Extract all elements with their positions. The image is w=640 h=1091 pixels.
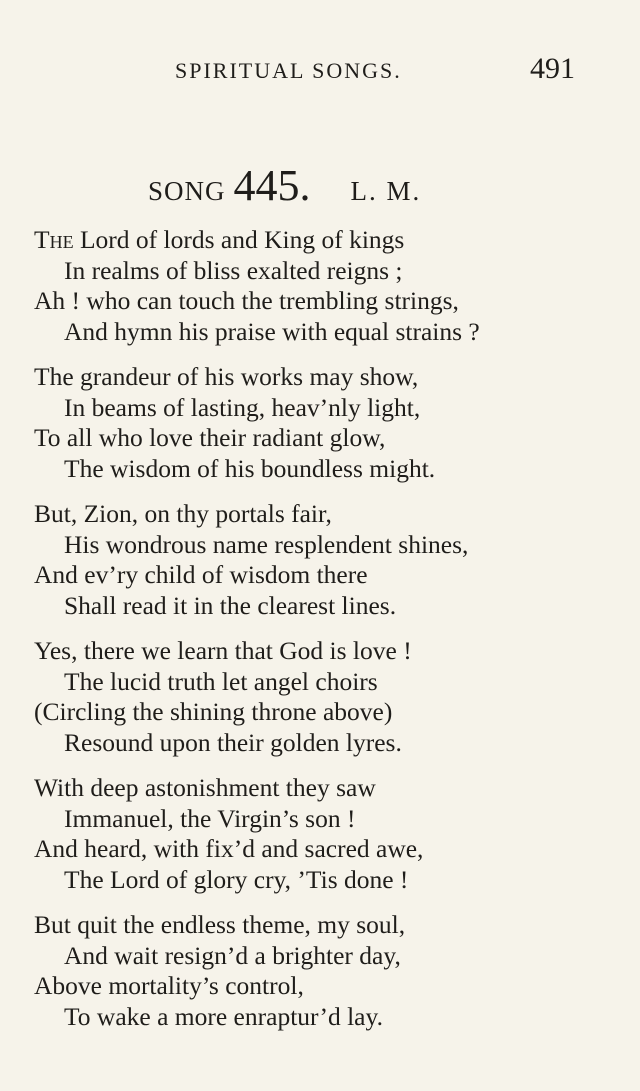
song-label: SONG [148,176,226,206]
verse-line: The Lord of glory cry, ’Tis done ! [64,864,409,894]
verse-line: His wondrous name resplendent shines, [64,529,469,559]
verse-line: And ev’ry child of wisdom there [34,560,368,589]
verse-line: Resound upon their golden lyres. [64,727,402,757]
verse-line: And hymn his praise with equal strains ? [64,316,480,346]
stanza-2 [34,362,614,484]
verse-line: To wake a more enraptur’d lay. [64,1001,383,1031]
song-meter: L. M. [350,176,422,206]
verse-line: And wait resign’d a brighter day, [64,940,401,970]
stanza-5 [34,773,614,895]
page-number: 491 [530,52,575,85]
running-title: SPIRITUAL SONGS. [175,58,402,83]
verse-line: The lucid truth let angel choirs [64,666,378,696]
verse-line: Yes, there we learn that God is love ! [34,636,412,665]
verse-line: In beams of lasting, heav’nly light, [64,392,421,422]
verse-line: Immanuel, the Virgin’s son ! [64,803,356,833]
song-number: 445. [233,161,311,210]
stanza-3 [34,499,614,621]
verse-line: With deep astonishment they saw [34,773,376,802]
stanza-4 [34,636,614,758]
song-heading [148,160,421,210]
verse-line [34,225,614,256]
verse-line: In realms of bliss exalted reigns ; [64,255,403,285]
verse-line-text: Lord of lords and King of kings [73,225,405,254]
drop-word: The [34,225,74,254]
verse-line: Ah ! who can touch the trembling strings, [34,286,459,315]
verse-line: To all who love their radiant glow, [34,423,386,452]
verse-line: Above mortality’s control, [34,971,304,1000]
verse-line: Shall read it in the clearest lines. [64,590,397,620]
verse-line: And heard, with fix’d and sacred awe, [34,834,424,863]
hymn-text [34,225,614,1047]
running-head [0,52,640,88]
verse-line: The wisdom of his boundless might. [64,453,436,483]
stanza-6 [34,910,614,1032]
stanza-1 [34,225,614,347]
verse-line: The grandeur of his works may show, [34,362,419,391]
verse-line: But quit the endless theme, my soul, [34,910,406,939]
verse-line: (Circling the shining throne above) [34,697,393,726]
verse-line: But, Zion, on thy portals fair, [34,499,332,528]
